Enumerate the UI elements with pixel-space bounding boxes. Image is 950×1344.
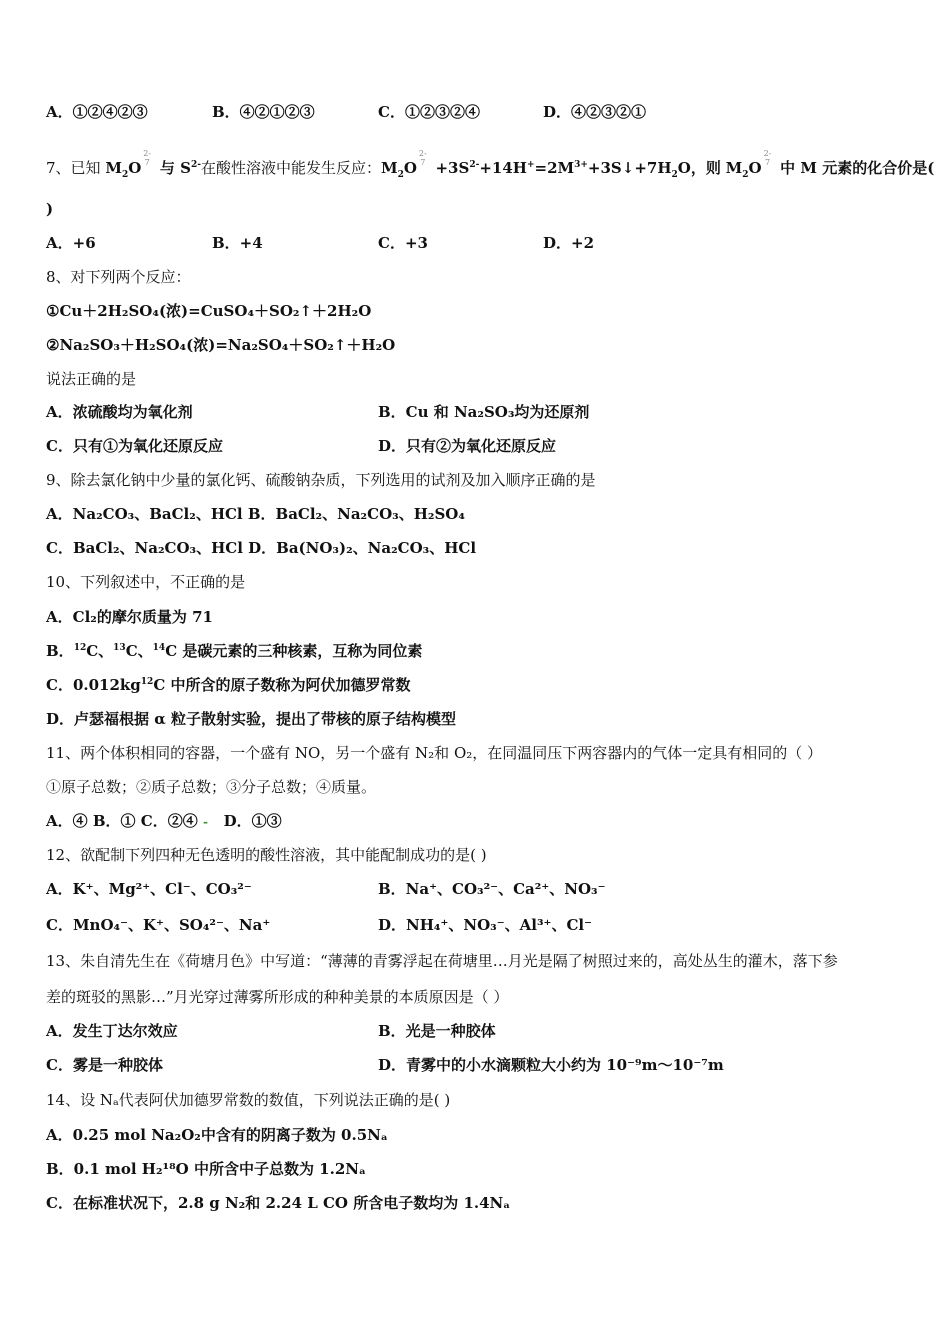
q12-option-b: B．Na⁺、CO₃²⁻、Ca²⁺、NO₃⁻: [378, 880, 606, 898]
q13-stem-line-1: 13、朱自清先生在《荷塘月色》中写道：“薄薄的青雾浮起在荷塘里…月光是隔了树照过来的，高处丛生的灌木，落下参: [46, 952, 838, 970]
q7-close-paren: ): [46, 200, 54, 218]
q10-option-d: D．卢瑟福根据 α 粒子散射实验，提出了带核的原子结构模型: [46, 710, 456, 728]
q11-dash-mark: -: [202, 815, 208, 829]
q7-option-c: C．+3: [378, 234, 428, 252]
q6-option-d: D．④②③②①: [543, 103, 647, 121]
q12-stem: 12、欲配制下列四种无色透明的酸性溶液，其中能配制成功的是( ): [46, 846, 487, 864]
q7-charge-frac-3: 2- 7: [763, 149, 772, 167]
q9-options-cd: C．BaCl₂、Na₂CO₃、HCl D．Ba(NO₃)₂、Na₂CO₃、HCl: [46, 539, 477, 557]
q7-ion-1: $M_2O$: [105, 159, 142, 180]
q6-option-b: B．④②①②③: [212, 103, 315, 121]
q11-option-d: D．①③: [223, 812, 282, 830]
q9-stem: 9、除去氯化钠中少量的氯化钙、硫酸钠杂质，下列选用的试剂及加入顺序正确的是: [46, 471, 596, 489]
q7-option-a: A．+6: [46, 234, 96, 252]
q10-stem: 10、下列叙述中，不正确的是: [46, 573, 246, 591]
q11-stem: 11、两个体积相同的容器，一个盛有 NO，另一个盛有 N₂和 O₂，在同温同压下两容器内的气体一定具有相同的（ ）: [46, 744, 823, 762]
q7-stem: 7、已知 $M_2O2-$ 7 与 $S^{2-}$在酸性溶液中能发生反应：$M_2O2-$ $7 +3S^{2-}+14H^+=2M^{3+}+3S↓+7H_2O$，则 $M_2O2-$ 7 中 M 元素的化合价是(: [46, 149, 935, 180]
q6-option-c: C．①②③②④: [378, 103, 480, 121]
q13-option-b: B．光是一种胶体: [378, 1022, 496, 1040]
q8-option-d: D．只有②为氧化还原反应: [378, 437, 557, 455]
q7-charge-frac-1: 2- 7: [143, 149, 152, 167]
q7-ion-3: $M_2O$: [725, 159, 762, 180]
q10-option-a: A．Cl₂的摩尔质量为 71: [46, 608, 213, 626]
q6-options: [46, 101, 148, 123]
q13-option-a: A．发生丁达尔效应: [46, 1022, 178, 1040]
q13-stem-line-2: 差的斑驳的黑影…”月光穿过薄雾所形成的种种美景的本质原因是（ ）: [46, 988, 509, 1006]
q10-option-c: C．$0.012kg^{12}C$ 中所含的原子数称为阿伏加德罗常数: [46, 676, 411, 694]
q7-charge-frac-2: 2- 7: [418, 149, 427, 167]
q8-ask: 说法正确的是: [46, 370, 137, 388]
q13-option-d: D．青雾中的小水滴颗粒大小约为 10⁻⁹m～10⁻⁷m: [378, 1056, 724, 1074]
q11-options: [46, 810, 282, 833]
q8-option-a: A．浓硫酸均为氧化剂: [46, 403, 193, 421]
q14-option-b: B．0.1 mol H₂¹⁸O 中所含中子总数为 1.2Nₐ: [46, 1160, 366, 1178]
q8-option-c: C．只有①为氧化还原反应: [46, 437, 223, 455]
q11-options-abc: A．④ B．① C．②④: [46, 812, 198, 830]
q14-option-c: C．在标准状况下，2.8 g N₂和 2.24 L CO 所含电子数均为 1.4Nₐ: [46, 1194, 511, 1212]
q7-option-d: D．+2: [543, 234, 595, 252]
q12-option-a: A．K⁺、Mg²⁺、Cl⁻、CO₃²⁻: [46, 880, 252, 898]
q8-option-b: B．Cu 和 Na₂SO₃均为还原剂: [378, 403, 590, 421]
q7-option-b: B．+4: [212, 234, 263, 252]
q13-option-c: C．雾是一种胶体: [46, 1056, 163, 1074]
q12-option-d: D．NH₄⁺、NO₃⁻、Al³⁺、Cl⁻: [378, 916, 593, 934]
q9-options-ab: A．Na₂CO₃、BaCl₂、HCl B．BaCl₂、Na₂CO₃、H₂SO₄: [46, 505, 465, 523]
q10-option-b: B．$^{12}$C、$^{13}$C、$^{14}$C 是碳元素的三种核素，互称为同位素: [46, 642, 423, 660]
q6-option-a: A．①②④②③: [46, 103, 148, 121]
q14-stem: 14、设 Nₐ代表阿伏加德罗常数的数值，下列说法正确的是( ): [46, 1091, 451, 1109]
q8-stem: 8、对下列两个反应：: [46, 268, 191, 286]
q12-option-c: C．MnO₄⁻、K⁺、SO₄²⁻、Na⁺: [46, 916, 271, 934]
q11-items: ①原子总数；②质子总数；③分子总数；④质量。: [46, 778, 377, 796]
q8-reaction-2: ②Na₂SO₃＋H₂SO₄(浓)=Na₂SO₄＋SO₂↑＋H₂O: [46, 336, 396, 354]
q14-option-a: A．0.25 mol Na₂O₂中含有的阴离子数为 0.5Nₐ: [46, 1126, 388, 1144]
q7-ion-2: $M_2O$: [380, 159, 417, 180]
q7-equation: $+3S^{2-}+14H^+=2M^{3+}+3S↓+7H_2O$，则: [435, 159, 721, 180]
q8-reaction-1: ①Cu＋2H₂SO₄(浓)=CuSO₄＋SO₂↑＋2H₂O: [46, 302, 372, 320]
